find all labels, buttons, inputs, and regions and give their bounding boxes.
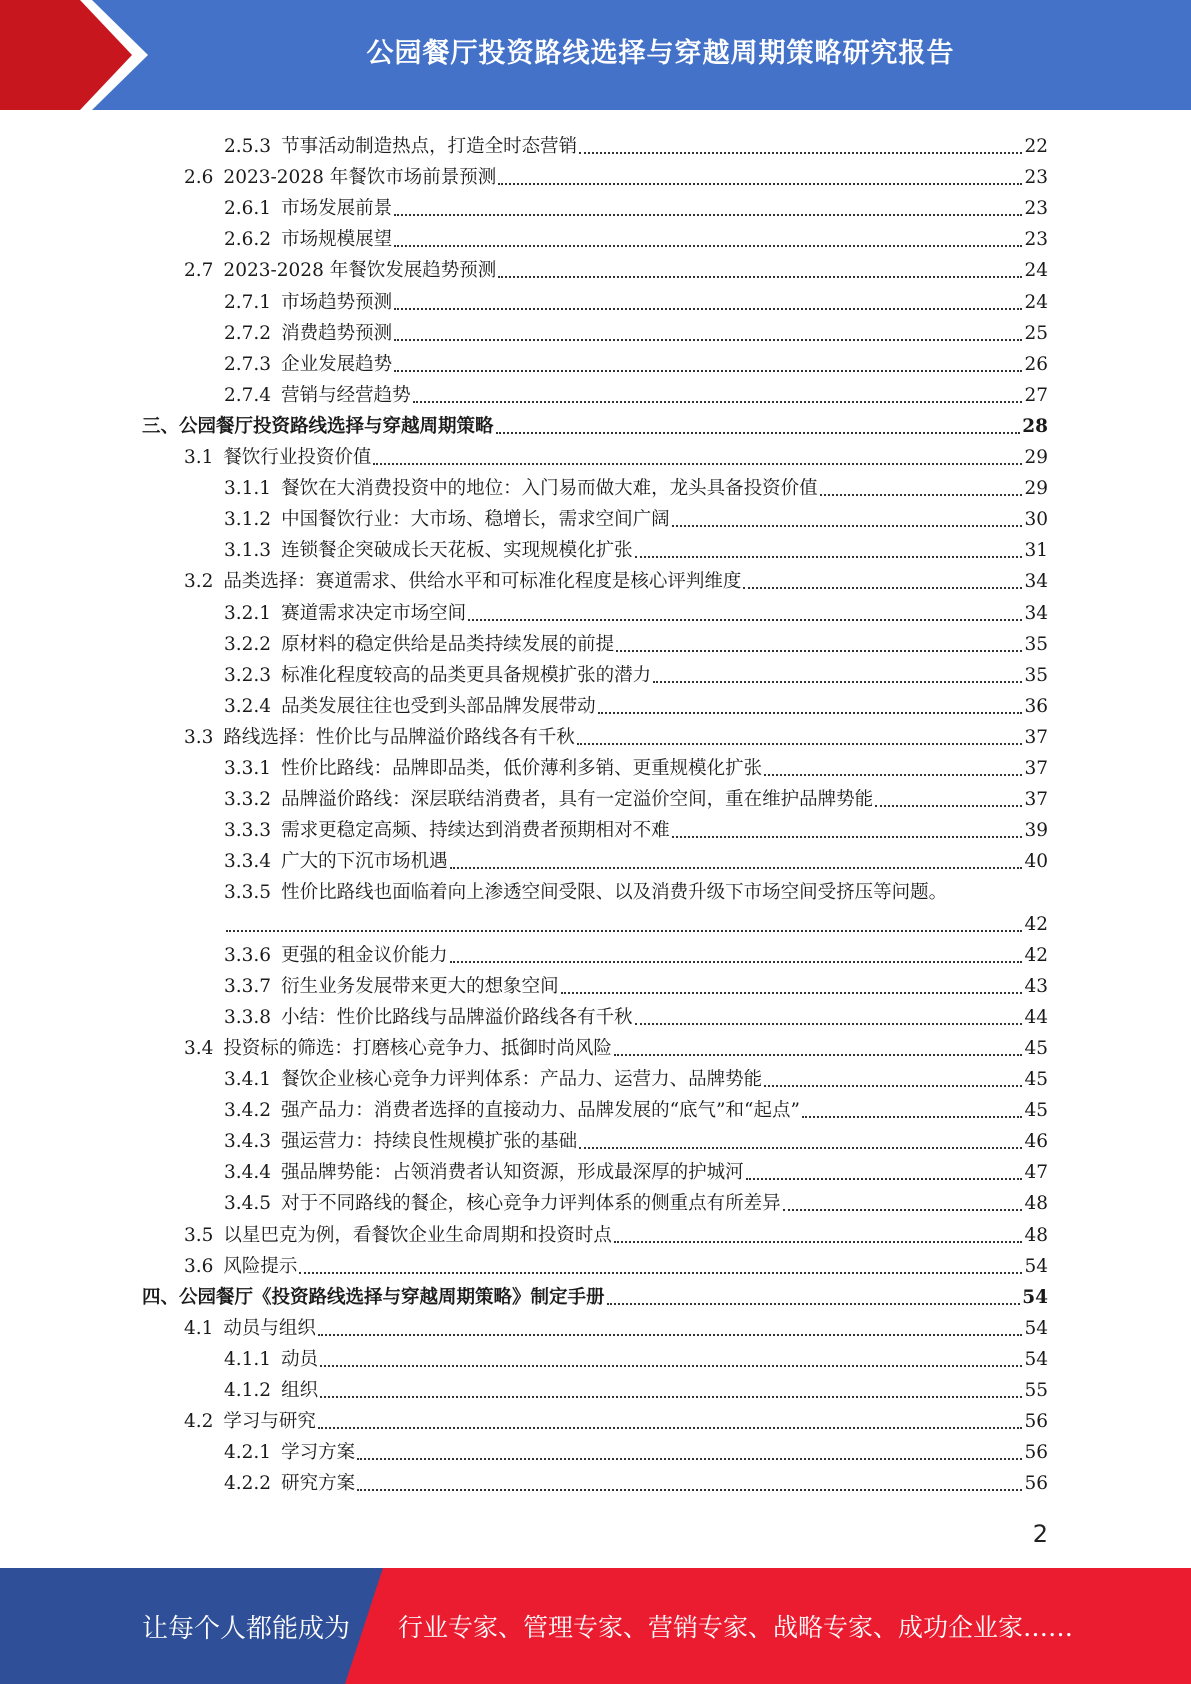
toc-entry[interactable]	[224, 1434, 1048, 1465]
toc-entry[interactable]	[224, 1372, 1048, 1403]
toc-entry-number: 4.2.2	[224, 1473, 272, 1495]
toc-entry[interactable]	[224, 284, 1048, 315]
toc-entry-title: 动员与组织	[223, 1317, 316, 1339]
toc-dot-leader	[746, 1178, 1023, 1180]
toc-entry-number: 4.2	[184, 1411, 214, 1433]
page-footer	[0, 1568, 1191, 1684]
toc-entry-page: 45	[1024, 1069, 1048, 1090]
toc-entry-number: 2.7	[184, 260, 214, 282]
toc-entry-page: 34	[1024, 571, 1048, 593]
toc-dot-leader	[802, 1116, 1023, 1118]
toc-entry-title: 品牌溢价路线：深层联结消费者，具有一定溢价空间，重在维护品牌势能	[281, 789, 874, 811]
toc-entry-number: 3.3.7	[224, 975, 272, 997]
toc-entry-title: 营销与经营趋势	[281, 384, 411, 406]
toc-entry-number: 2.6.2	[224, 229, 272, 251]
toc-entry-number: 3.3.3	[224, 820, 272, 842]
toc-dot-leader	[498, 276, 1022, 278]
toc-dot-leader	[614, 1241, 1023, 1243]
toc-entry[interactable]	[224, 750, 1048, 781]
toc-entry-page: 35	[1024, 664, 1048, 686]
toc-entry-page: 47	[1024, 1162, 1048, 1184]
toc-entry-title: 需求更稳定高频、持续达到消费者预期相对不难	[281, 820, 670, 842]
toc-entry-number: 3.3.8	[224, 1006, 272, 1028]
toc-entry-title: 研究方案	[281, 1473, 356, 1495]
toc-entry-title: 中国餐饮行业：大市场、稳增长，需求空间广阔	[281, 509, 670, 531]
toc-entry-title: 餐饮在大消费投资中的地位：入门易而做大难，龙头具备投资价值	[281, 478, 818, 500]
toc-entry-number: 2.7.4	[224, 384, 272, 406]
toc-entry-title: 路线选择：性价比与品牌溢价路线各有千秋	[223, 726, 575, 748]
toc-entry-title: 组织	[281, 1380, 319, 1401]
toc-entry-page: 29	[1024, 478, 1048, 500]
toc-entry-page: 23	[1024, 198, 1048, 220]
toc-dot-leader	[616, 650, 1022, 652]
toc-entry[interactable]	[224, 968, 1048, 999]
toc-dot-leader	[357, 1458, 1022, 1460]
toc-entry-number: 3.4	[184, 1037, 214, 1059]
toc-entry[interactable]	[224, 688, 1048, 719]
toc-entry[interactable]	[224, 1341, 1048, 1372]
toc-entry-page: 23	[1024, 229, 1048, 251]
toc-entry-title: 市场趋势预测	[281, 291, 393, 313]
toc-entry-page: 48	[1024, 1193, 1048, 1215]
toc-entry-page: 54	[1022, 1286, 1048, 1308]
toc-entry-page: 23	[1024, 167, 1048, 189]
toc-entry-title: 餐饮行业投资价值	[223, 447, 372, 468]
toc-dot-leader	[614, 1054, 1023, 1056]
toc-entry-title: 原材料的稳定供给是品类持续发展的前提	[281, 633, 615, 655]
toc-entry-number: 4.1.1	[224, 1348, 272, 1370]
toc-entry-title: 投资标的筛选：打磨核心竞争力、抵御时尚风险	[223, 1037, 612, 1059]
toc-entry-number: 4.2.1	[224, 1442, 272, 1464]
toc-entry[interactable]	[224, 1185, 1048, 1216]
footer-slogan-right: 行业专家、管理专家、营销专家、战略专家、成功企业家……	[398, 1613, 1074, 1642]
toc-entry-title: 对于不同路线的餐企，核心竞争力评判体系的侧重点有所差异	[281, 1193, 781, 1215]
toc-entry-page: 54	[1024, 1317, 1048, 1339]
toc-dot-leader	[498, 183, 1022, 185]
toc-entry[interactable]	[224, 874, 1048, 905]
toc-entry[interactable]	[184, 1248, 1048, 1279]
toc-entry-title: 学习方案	[281, 1442, 356, 1464]
toc-dot-leader	[672, 525, 1023, 527]
toc-entry-title: 广大的下沉市场机遇	[281, 851, 448, 873]
toc-entry[interactable]	[224, 595, 1048, 626]
toc-entry-page: 43	[1024, 975, 1048, 997]
toc-entry[interactable]	[142, 1279, 1048, 1310]
toc-entry-title: 市场规模展望	[281, 229, 393, 251]
toc-dot-leader	[450, 961, 1023, 963]
toc-dot-leader	[783, 1209, 1023, 1211]
toc-dot-leader	[357, 1489, 1022, 1491]
toc-entry-page: 24	[1024, 260, 1048, 282]
toc-entry-number: 四、	[142, 1286, 180, 1308]
toc-dot-leader	[579, 152, 1022, 154]
toc-entry-page: 37	[1024, 789, 1048, 811]
toc-entry[interactable]	[224, 190, 1048, 221]
toc-entry-number: 3.4.1	[224, 1069, 272, 1090]
toc-entry[interactable]	[224, 221, 1048, 252]
toc-entry-page: 55	[1024, 1380, 1048, 1401]
toc-entry-number: 3.1.1	[224, 478, 272, 500]
toc-entry[interactable]	[184, 563, 1048, 594]
toc-entry-continuation[interactable]	[224, 906, 1048, 937]
toc-entry[interactable]	[224, 501, 1048, 532]
toc-dot-leader	[561, 992, 1023, 994]
toc-entry-title: 赛道需求决定市场空间	[281, 602, 467, 624]
toc-dot-leader	[875, 805, 1022, 807]
toc-dot-leader	[635, 1023, 1023, 1025]
toc-entry-number: 3.4.2	[224, 1100, 272, 1122]
report-title: 公园餐厅投资路线选择与穿越周期策略研究报告	[366, 37, 955, 69]
toc-entry-page: 39	[1024, 820, 1048, 842]
toc-entry-page: 42	[1024, 944, 1048, 966]
toc-entry-title: 动员	[281, 1348, 319, 1370]
toc-entry-page: 36	[1024, 695, 1048, 717]
toc-entry-title: 品类选择：赛道需求、供给水平和可标准化程度是核心评判维度	[223, 571, 742, 593]
toc-entry[interactable]	[184, 159, 1048, 190]
toc-entry[interactable]	[224, 937, 1048, 968]
toc-entry[interactable]	[184, 1217, 1048, 1248]
toc-entry-title: 更强的租金议价能力	[281, 944, 448, 966]
toc-entry[interactable]	[184, 252, 1048, 283]
toc-entry[interactable]	[224, 377, 1048, 408]
toc-entry-page: 37	[1024, 758, 1048, 779]
toc-entry-number: 2.7.2	[224, 322, 272, 344]
toc-entry-title: 品类发展往往也受到头部品牌发展带动	[281, 695, 596, 717]
toc-entry-page: 28	[1022, 415, 1048, 437]
toc-entry-title: 风险提示	[223, 1255, 298, 1277]
toc-entry[interactable]	[224, 999, 1048, 1030]
toc-dot-leader	[373, 463, 1022, 465]
toc-entry-number: 2.7.3	[224, 353, 272, 375]
toc-entry-number: 2.6	[184, 167, 214, 189]
toc-entry[interactable]	[224, 470, 1048, 501]
toc-entry-number: 3.3.1	[224, 758, 272, 779]
toc-entry-page: 54	[1024, 1255, 1048, 1277]
toc-entry-title: 餐饮企业核心竞争力评判体系：产品力、运营力、品牌势能	[281, 1069, 763, 1090]
toc-entry-number: 4.1	[184, 1317, 214, 1339]
toc-entry-number: 3.2.4	[224, 695, 272, 717]
toc-entry[interactable]	[224, 1465, 1048, 1496]
toc-entry-number: 3.1.2	[224, 509, 272, 531]
toc-dot-leader	[394, 308, 1022, 310]
toc-dot-leader	[820, 494, 1023, 496]
page-number: 2	[1032, 1520, 1048, 1548]
toc-entry-title: 市场发展前景	[281, 198, 393, 220]
toc-entry-title: 节事活动制造热点，打造全时态营销	[281, 136, 578, 157]
toc-entry-page: 27	[1024, 384, 1048, 406]
toc-entry-title: 衍生业务发展带来更大的想象空间	[281, 975, 559, 997]
toc-entry-number: 3.3.4	[224, 851, 272, 873]
toc-entry-number: 3.3.2	[224, 789, 272, 811]
toc-entry-title: 学习与研究	[223, 1411, 316, 1433]
toc-entry-number: 3.5	[184, 1224, 214, 1246]
toc-entry[interactable]	[184, 719, 1048, 750]
toc-entry-number: 3.3.5	[224, 882, 272, 904]
toc-entry-page: 48	[1024, 1224, 1048, 1246]
toc-entry-page: 31	[1024, 540, 1048, 562]
toc-entry-title: 企业发展趋势	[281, 353, 393, 375]
toc-entry-number: 4.1.2	[224, 1380, 272, 1401]
toc-dot-leader	[653, 681, 1022, 683]
toc-dot-leader	[468, 619, 1022, 621]
toc-entry-title: 公园餐厅投资路线选择与穿越周期策略	[179, 415, 494, 437]
toc-dot-leader	[318, 1427, 1023, 1429]
toc-entry-number: 3.3.6	[224, 944, 272, 966]
toc-entry-title: 连锁餐企突破成长天花板、实现规模化扩张	[281, 540, 633, 562]
toc-entry[interactable]	[184, 1030, 1048, 1061]
toc-entry-number: 3.4.4	[224, 1162, 272, 1184]
toc-dot-leader	[672, 836, 1023, 838]
toc-entry-number: 3.2.1	[224, 602, 272, 624]
toc-entry-page: 24	[1024, 291, 1048, 313]
toc-entry-page: 34	[1024, 602, 1048, 624]
toc-entry-page: 56	[1024, 1411, 1048, 1433]
toc-entry-number: 3.3	[184, 726, 214, 748]
toc-dot-leader	[764, 774, 1022, 776]
toc-entry-number: 3.4.5	[224, 1193, 272, 1215]
toc-entry-title: 2023-2028 年餐饮发展趋势预测	[223, 260, 497, 282]
toc-dot-leader	[394, 245, 1022, 247]
toc-entry-page: 30	[1024, 509, 1048, 531]
toc-entry-page: 42	[1024, 913, 1048, 935]
toc-dot-leader	[394, 370, 1022, 372]
footer-slogan-left: 让每个人都能成为	[142, 1613, 351, 1644]
toc-entry-number: 2.5.3	[224, 136, 272, 157]
toc-entry-title: 强产品力：消费者选择的直接动力、品牌发展的“底气”和“起点”	[281, 1100, 800, 1122]
toc-entry-title: 公园餐厅《投资路线选择与穿越周期策略》制定手册	[179, 1286, 605, 1308]
toc-entry[interactable]	[224, 626, 1048, 657]
toc-entry-page: 35	[1024, 633, 1048, 655]
toc-dot-leader	[226, 930, 1022, 932]
toc-dot-leader	[496, 432, 1021, 434]
toc-entry-title: 性价比路线也面临着向上渗透空间受限、以及消费升级下市场空间受挤压等问题。	[281, 882, 948, 904]
toc-entry-title: 标准化程度较高的品类更具备规模扩张的潜力	[281, 664, 652, 686]
toc-entry-page: 37	[1024, 726, 1048, 748]
toc-entry-number: 3.2	[184, 571, 214, 593]
toc-entry[interactable]	[142, 408, 1048, 439]
toc-entry-page: 44	[1024, 1006, 1048, 1028]
toc-entry[interactable]	[224, 781, 1048, 812]
toc-dot-leader	[299, 1272, 1022, 1274]
toc-entry-page: 22	[1024, 136, 1048, 157]
toc-entry-title: 小结：性价比路线与品牌溢价路线各有千秋	[281, 1006, 633, 1028]
toc-entry[interactable]	[224, 315, 1048, 346]
toc-entry-number: 3.1.3	[224, 540, 272, 562]
toc-entry[interactable]	[224, 128, 1048, 159]
toc-dot-leader	[394, 339, 1022, 341]
toc-entry[interactable]	[224, 812, 1048, 843]
toc-entry[interactable]	[184, 1310, 1048, 1341]
toc-entry-number: 2.7.1	[224, 291, 272, 313]
toc-dot-leader	[318, 1334, 1023, 1336]
toc-entry[interactable]	[224, 346, 1048, 377]
toc-entry-number: 三、	[142, 415, 180, 437]
toc-dot-leader	[320, 1365, 1022, 1367]
toc-entry-title: 以星巴克为例，看餐饮企业生命周期和投资时点	[223, 1224, 612, 1246]
page-header	[0, 0, 1191, 110]
toc-dot-leader	[577, 743, 1023, 745]
toc-dot-leader	[413, 401, 1023, 403]
toc-entry[interactable]	[224, 1123, 1048, 1154]
toc-entry[interactable]	[224, 657, 1048, 688]
toc-entry-page: 40	[1024, 851, 1048, 873]
toc-dot-leader	[635, 556, 1023, 558]
toc-entry[interactable]	[224, 843, 1048, 874]
toc-entry-number: 3.2.2	[224, 633, 272, 655]
toc-dot-leader	[743, 587, 1022, 589]
toc-entry-number: 3.1	[184, 447, 214, 468]
toc-dot-leader	[764, 1085, 1022, 1087]
toc-dot-leader	[450, 867, 1023, 869]
toc-dot-leader	[607, 1303, 1021, 1305]
toc-entry-page: 56	[1024, 1442, 1048, 1464]
toc-entry-page: 56	[1024, 1473, 1048, 1495]
toc-entry-page: 45	[1024, 1037, 1048, 1059]
toc-entry-page: 54	[1024, 1348, 1048, 1370]
toc-entry-number: 2.6.1	[224, 198, 272, 220]
toc-entry-number: 3.6	[184, 1255, 214, 1277]
toc-entry-page: 45	[1024, 1100, 1048, 1122]
toc-entry[interactable]	[184, 1403, 1048, 1434]
toc-entry-number: 3.2.3	[224, 664, 272, 686]
toc-entry-title: 2023-2028 年餐饮市场前景预测	[223, 167, 497, 189]
toc-dot-leader	[579, 1147, 1022, 1149]
toc-entry[interactable]	[224, 1154, 1048, 1185]
toc-entry[interactable]	[224, 1061, 1048, 1092]
toc-entry-page: 46	[1024, 1131, 1048, 1153]
toc-dot-leader	[394, 214, 1022, 216]
toc-entry-page: 29	[1024, 447, 1048, 468]
toc-entry[interactable]	[224, 532, 1048, 563]
toc-entry-title: 消费趋势预测	[281, 322, 393, 344]
toc-entry-title: 强品牌势能：占领消费者认知资源，形成最深厚的护城河	[281, 1162, 744, 1184]
toc-dot-leader	[320, 1396, 1022, 1398]
toc-entry[interactable]	[224, 1092, 1048, 1123]
toc-entry[interactable]	[184, 439, 1048, 470]
toc-entry-page: 25	[1024, 322, 1048, 344]
toc-entry-number: 3.4.3	[224, 1131, 272, 1153]
toc-entry-title: 性价比路线：品牌即品类，低价薄利多销、更重规模化扩张	[281, 758, 763, 779]
toc-dot-leader	[598, 712, 1023, 714]
toc-entry-page: 26	[1024, 353, 1048, 375]
toc-entry-title: 强运营力：持续良性规模扩张的基础	[281, 1131, 578, 1153]
